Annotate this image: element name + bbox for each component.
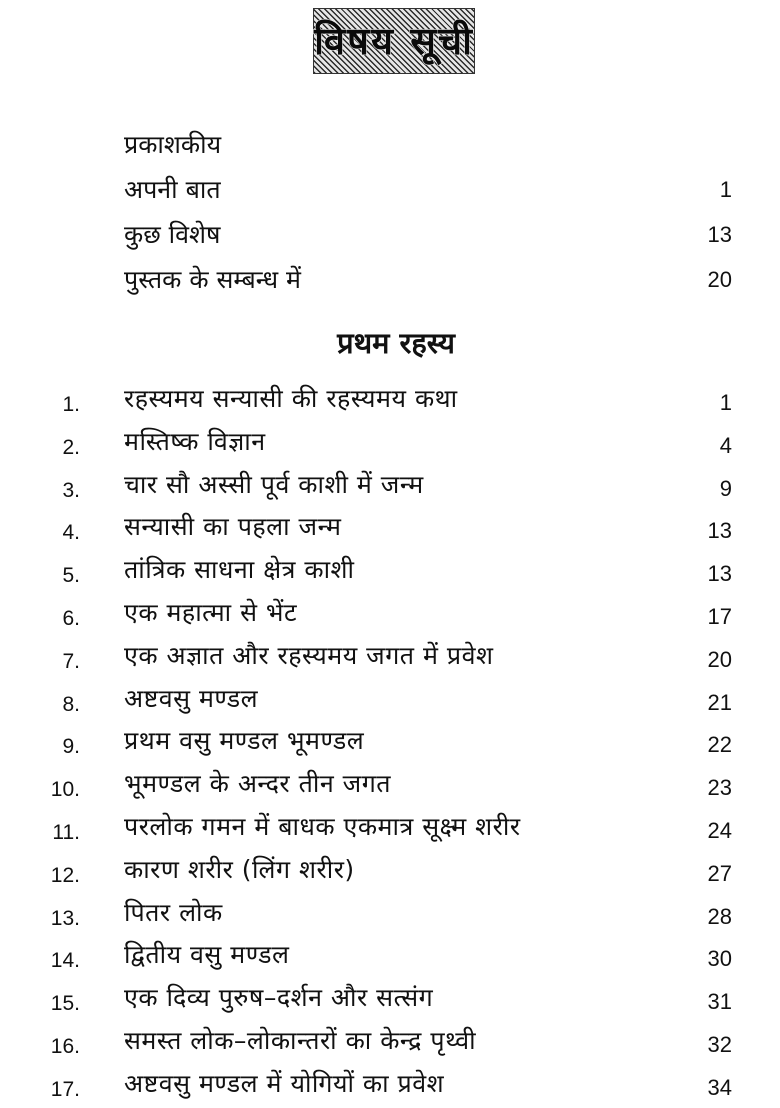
- chapter-title: सन्यासी का पहला जन्म: [124, 512, 342, 542]
- table-row: [0, 765, 780, 808]
- table-row: [0, 380, 780, 423]
- table-row: [0, 508, 780, 551]
- chapter-number: 12.: [50, 863, 80, 887]
- table-row: [0, 894, 780, 937]
- chapter-list: [0, 380, 780, 1108]
- page-number: 31: [707, 989, 732, 1015]
- page-number: 21: [707, 689, 732, 715]
- chapter-title: अष्टवसु मण्डल में योगियों का प्रवेश: [124, 1068, 445, 1098]
- list-item: [0, 167, 780, 212]
- section-heading: प्रथम रहस्य: [337, 326, 455, 360]
- page-number: 13: [707, 222, 732, 247]
- chapter-number: 3.: [62, 478, 80, 502]
- chapter-title: समस्त लोक–लोकान्तरों का केन्द्र पृथ्वी: [124, 1025, 477, 1055]
- page-number: 20: [707, 646, 732, 672]
- page-number: 1: [719, 177, 732, 202]
- list-item: [0, 122, 780, 167]
- table-row: [0, 1065, 780, 1108]
- chapter-title: एक दिव्य पुरुष–दर्शन और सत्संग: [124, 983, 434, 1013]
- front-matter-label: पुस्तक के सम्बन्ध में: [124, 265, 301, 294]
- chapter-number: 6.: [62, 606, 80, 630]
- chapter-title: द्वितीय वसु मण्डल: [124, 940, 290, 970]
- list-item: [0, 257, 780, 302]
- page-number: 17: [707, 603, 732, 629]
- chapter-title: मस्तिष्क विज्ञान: [124, 426, 266, 456]
- chapter-number: 5.: [62, 564, 80, 588]
- table-row: [0, 979, 780, 1022]
- page-number: 13: [707, 561, 732, 587]
- chapter-number: 16.: [50, 1034, 80, 1058]
- table-row: [0, 936, 780, 979]
- table-row: [0, 1022, 780, 1065]
- chapter-number: 14.: [50, 949, 80, 973]
- table-row: [0, 423, 780, 466]
- page-number: 23: [707, 775, 732, 801]
- chapter-number: 7.: [62, 649, 80, 673]
- chapter-number: 9.: [62, 735, 80, 759]
- page-number: 4: [719, 432, 732, 458]
- chapter-title: कारण शरीर (लिंग शरीर): [124, 854, 355, 884]
- table-row: [0, 851, 780, 894]
- chapter-title: परलोक गमन में बाधक एकमात्र सूक्ष्म शरीर: [124, 811, 521, 841]
- chapter-number: 15.: [50, 992, 80, 1016]
- front-matter-label: प्रकाशकीय: [124, 130, 222, 159]
- chapter-title: पितर लोक: [124, 897, 223, 927]
- page-number: 34: [707, 1074, 732, 1100]
- chapter-title: अष्टवसु मण्डल: [124, 683, 259, 713]
- chapter-title: प्रथम वसु मण्डल भूमण्डल: [124, 726, 365, 756]
- page-number: 9: [719, 475, 732, 501]
- page-number: 27: [707, 860, 732, 886]
- chapter-title: चार सौ अस्सी पूर्व काशी में जन्म: [124, 469, 424, 499]
- table-row: [0, 637, 780, 680]
- page-number: 28: [707, 903, 732, 929]
- page-title: विषय सूची: [314, 19, 474, 63]
- chapter-number: 4.: [62, 521, 80, 545]
- chapter-title: रहस्यमय सन्यासी की रहस्यमय कथा: [124, 384, 458, 413]
- table-row: [0, 594, 780, 637]
- chapter-number: 10.: [50, 778, 80, 802]
- front-matter-label: अपनी बात: [124, 175, 221, 204]
- chapter-title: भूमण्डल के अन्दर तीन जगत: [124, 769, 392, 799]
- chapter-number: 1.: [62, 393, 80, 416]
- chapter-number: 2.: [62, 435, 80, 459]
- chapter-title: एक महात्मा से भेंट: [124, 597, 298, 627]
- table-row: [0, 466, 780, 509]
- chapter-title: एक अज्ञात और रहस्यमय जगत में प्रवेश: [124, 640, 494, 670]
- page-number: 20: [707, 267, 732, 292]
- chapter-number: 13.: [50, 906, 80, 930]
- table-row: [0, 808, 780, 851]
- page-number: 24: [707, 817, 732, 843]
- front-matter-list: [0, 122, 780, 302]
- page-number: 32: [707, 1031, 732, 1057]
- chapter-number: 11.: [52, 820, 80, 844]
- page-number: 1: [719, 390, 732, 415]
- page-number: 22: [707, 732, 732, 758]
- chapter-number: 17.: [50, 1077, 80, 1101]
- front-matter-label: कुछ विशेष: [124, 220, 221, 249]
- table-row: [0, 722, 780, 765]
- page-number: 13: [707, 518, 732, 544]
- table-row: [0, 680, 780, 723]
- page-number: 30: [707, 946, 732, 972]
- chapter-number: 8.: [62, 692, 80, 716]
- list-item: [0, 212, 780, 257]
- chapter-title: तांत्रिक साधना क्षेत्र काशी: [124, 555, 355, 585]
- title-banner: [313, 8, 475, 74]
- table-row: [0, 551, 780, 594]
